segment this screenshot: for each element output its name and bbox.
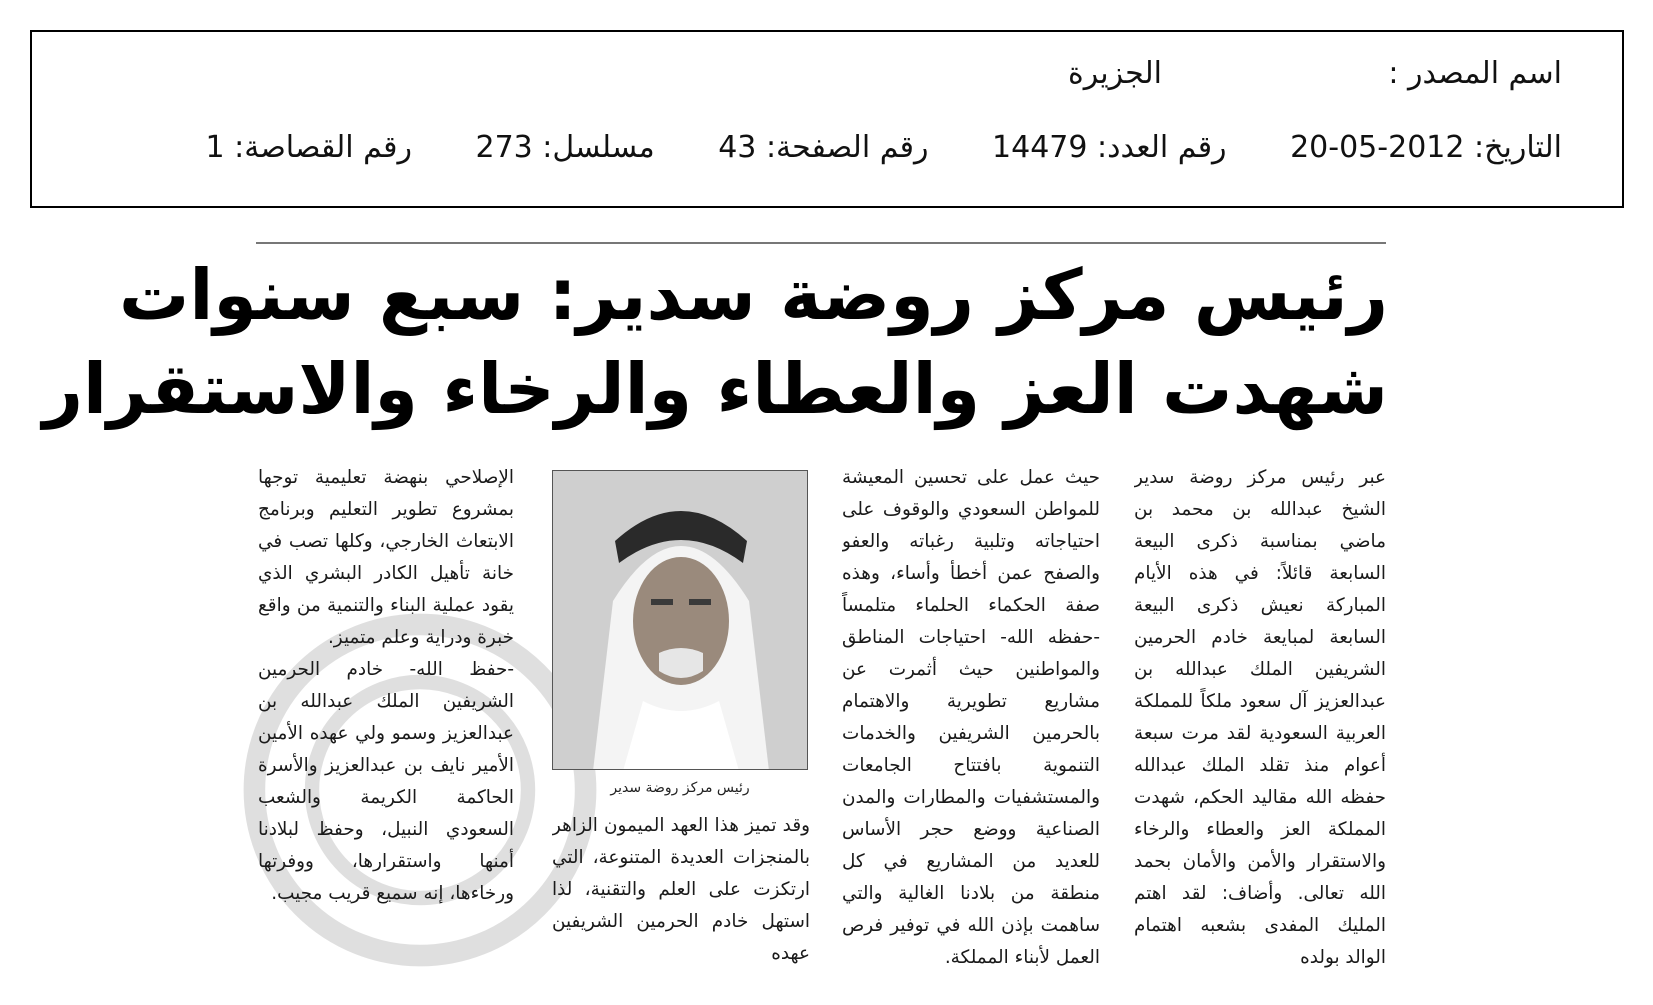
column-2-text: حيث عمل على تحسين المعيشة للمواطن السعودي والوقوف على احتياجاته وتلبية رغباته والعفو والصفح عمن أخطأ وأساء، وهذه صفة الحكماء الحلماء متلمساً -حفظه الله- احتياجات المناطق والمواطنين حيث أثمرت عن مشاريع تطويرية والاهتمام بالحرمين الشريفين والخدمات التنموية بافتتاح الجامعات والمستشفيات والمطارات والمدن الصناعية ووضع حجر الأساس للعديد من المشاريع في كل منطقة من بلادنا الغالية والتي ساهمت بإذن الله في توفير فرص العمل لأبناء المملكة. xyxy=(842,467,1100,968)
source-info-box xyxy=(30,30,1624,208)
headline-line-1: رئيس مركز روضة سدير: سبع سنوات xyxy=(119,254,1388,336)
issue-label: رقم العدد: xyxy=(1097,130,1227,165)
date-field xyxy=(1290,130,1562,165)
serial-field xyxy=(475,130,654,165)
article-column-4 xyxy=(258,462,514,978)
column-4-paragraph-2: -حفظ الله- خادم الحرمين الشريفين الملك عبدالله بن عبدالعزيز وسمو ولي عهده الأمين الأمير نايف بن عبدالعزيز والأسرة الحاكمة الكريمة والشعب السعودي النبيل، وحفظ لبلادنا أمنها واستقرارها، ووفرتها ورخاءها، إنه سميع قريب مجيب. xyxy=(258,659,514,904)
meta-line xyxy=(205,130,1562,165)
article-column-1 xyxy=(1134,462,1386,978)
serial-label: مسلسل: xyxy=(542,130,655,165)
issue-value: 14479 xyxy=(992,130,1088,165)
clip-label: رقم القصاصة: xyxy=(234,130,412,165)
source-label: اسم المصدر : xyxy=(1388,56,1562,91)
column-3-text: وقد تميز هذا العهد الميمون الزاهر بالمنجزات العديدة المتنوعة، التي ارتكزت على العلم والتقنية، لذا استهل خادم الحرمين الشريفين عهده xyxy=(552,815,810,964)
column-4-paragraph-1: الإصلاحي بنهضة تعليمية توجها بمشروع تطوير التعليم وبرنامج الابتعاث الخارجي، وكلها تصب في خانة تأهيل الكادر البشري الذي يقود عملية البناء والتنمية من واقع خبرة ودراية وعلم متميز. xyxy=(258,467,514,648)
article-headline xyxy=(42,248,1388,436)
date-label: التاريخ: xyxy=(1474,130,1562,165)
clip-field xyxy=(205,130,411,165)
article-column-2 xyxy=(842,462,1100,978)
serial-value: 273 xyxy=(475,130,533,165)
source-line xyxy=(1067,56,1562,91)
page-value: 43 xyxy=(718,130,757,165)
headline-rule xyxy=(256,242,1386,244)
portrait-image xyxy=(553,471,808,770)
headline-line-2: شهدت العز والعطاء والرخاء والاستقرار xyxy=(42,348,1388,430)
page-field xyxy=(718,130,928,165)
photo-caption: رئيس مركز روضة سدير xyxy=(610,780,750,796)
clip-value: 1 xyxy=(205,130,225,165)
column-1-text: عبر رئيس مركز روضة سدير الشيخ عبدالله بن محمد بن ماضي بمناسبة ذكرى البيعة السابعة قائلاً: في هذه الأيام المباركة نعيش ذكرى البيعة السابعة لمبايعة خادم الحرمين الشريفين الملك عبدالله بن عبدالعزيز آل سعود ملكاً للمملكة العربية السعودية لقد مرت سبعة أعوام منذ تقلد الملك عبدالله حفظه الله مقاليد الحكم، شهدت المملكة العز والعطاء والرخاء والاستقرار والأمن والأمان بحمد الله تعالى. وأضاف: لقد اهتم المليك المفدى بشعبه اهتمام الوالد بولده xyxy=(1134,467,1386,968)
issue-field xyxy=(992,130,1226,165)
source-value: الجزيرة xyxy=(1067,56,1162,91)
article-column-3 xyxy=(552,810,810,978)
portrait-photo xyxy=(552,470,808,770)
page-label: رقم الصفحة: xyxy=(765,130,929,165)
date-value: 2012-05-20 xyxy=(1290,130,1465,165)
